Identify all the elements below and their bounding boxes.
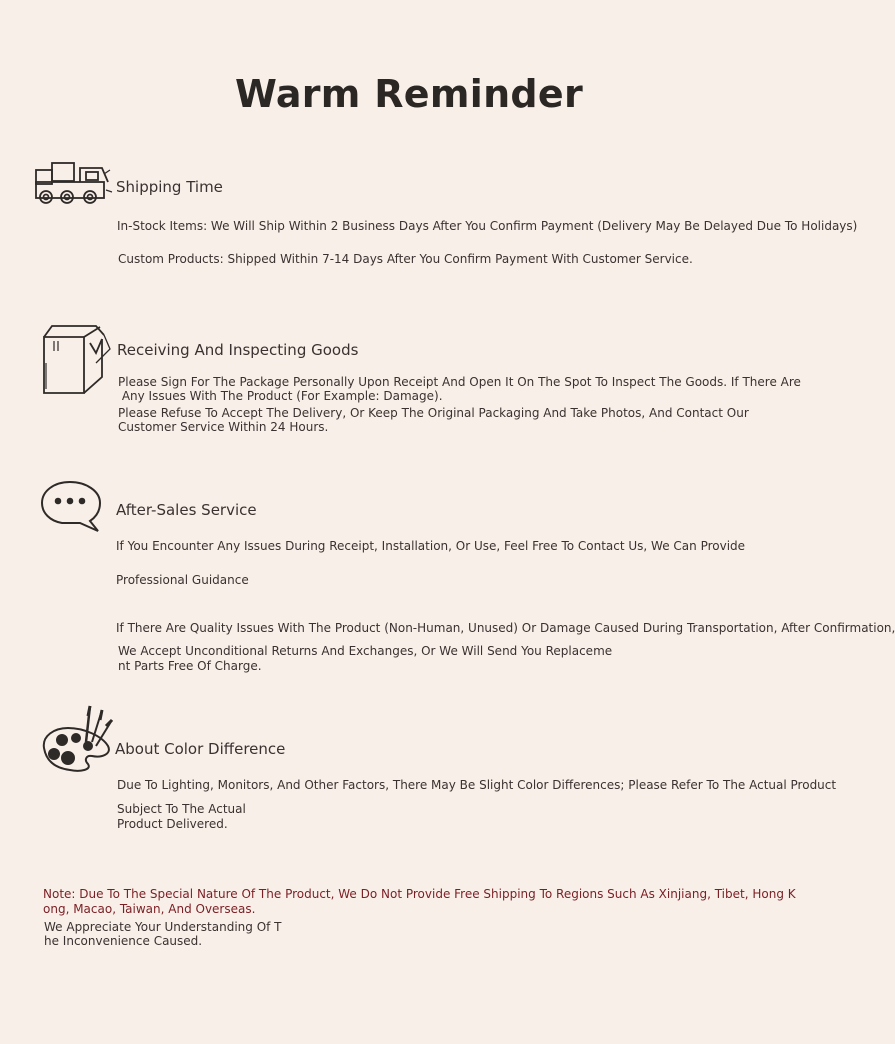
section-text-line: Product Delivered.	[117, 817, 228, 831]
section-text-line: Please Refuse To Accept The Delivery, Or Keep The Original Packaging And Take Photos, And Contact Our	[118, 406, 749, 420]
section-heading-shipping: Shipping Time	[116, 178, 223, 196]
chat-bubble-icon	[40, 479, 102, 533]
section-heading-receiving: Receiving And Inspecting Goods	[117, 341, 359, 359]
section-text-line: Please Sign For The Package Personally Upon Receipt And Open It On The Spot To Inspect The Goods. If There Are	[118, 375, 801, 389]
section-text-line: Professional Guidance	[116, 573, 249, 587]
page-title: Warm Reminder	[234, 72, 584, 116]
note-text-line: ong, Macao, Taiwan, And Overseas.	[43, 902, 256, 916]
section-text-line: Custom Products: Shipped Within 7-14 Days After You Confirm Payment With Customer Service.	[118, 252, 693, 266]
section-text-line: Subject To The Actual	[117, 802, 246, 816]
section-text-line: If You Encounter Any Issues During Receipt, Installation, Or Use, Feel Free To Contact Us, We Can Provide	[116, 539, 746, 553]
section-text-line: Due To Lighting, Monitors, And Other Factors, There May Be Slight Color Differences; Please Refer To The Actual Product	[117, 778, 837, 792]
package-box-icon	[40, 323, 112, 397]
section-text-line: nt Parts Free Of Charge.	[118, 659, 262, 673]
section-heading-after-sales: After-Sales Service	[116, 501, 257, 519]
delivery-truck-icon	[34, 160, 116, 208]
section-text-line: Any Issues With The Product (For Example: Damage).	[118, 389, 443, 403]
paint-palette-icon	[40, 702, 116, 774]
section-text-line: Customer Service Within 24 Hours.	[118, 420, 329, 434]
section-heading-color-difference: About Color Difference	[115, 740, 286, 758]
section-text-line: We Accept Unconditional Returns And Exchanges, Or We Will Send You Replaceme	[118, 644, 613, 658]
appreciation-text-line: he Inconvenience Caused.	[44, 934, 203, 948]
note-text-line: Note: Due To The Special Nature Of The Product, We Do Not Provide Free Shipping To Regions Such As Xinjiang, Tibet, Hong K	[43, 887, 796, 901]
section-text-line: If There Are Quality Issues With The Product (Non-Human, Unused) Or Damage Caused During Transportation, After Confirmation,	[116, 621, 895, 635]
appreciation-text-line: We Appreciate Your Understanding Of T	[44, 920, 282, 934]
section-text-line: In-Stock Items: We Will Ship Within 2 Business Days After You Confirm Payment (Delivery May Be Delayed Due To Holidays)	[117, 219, 858, 233]
